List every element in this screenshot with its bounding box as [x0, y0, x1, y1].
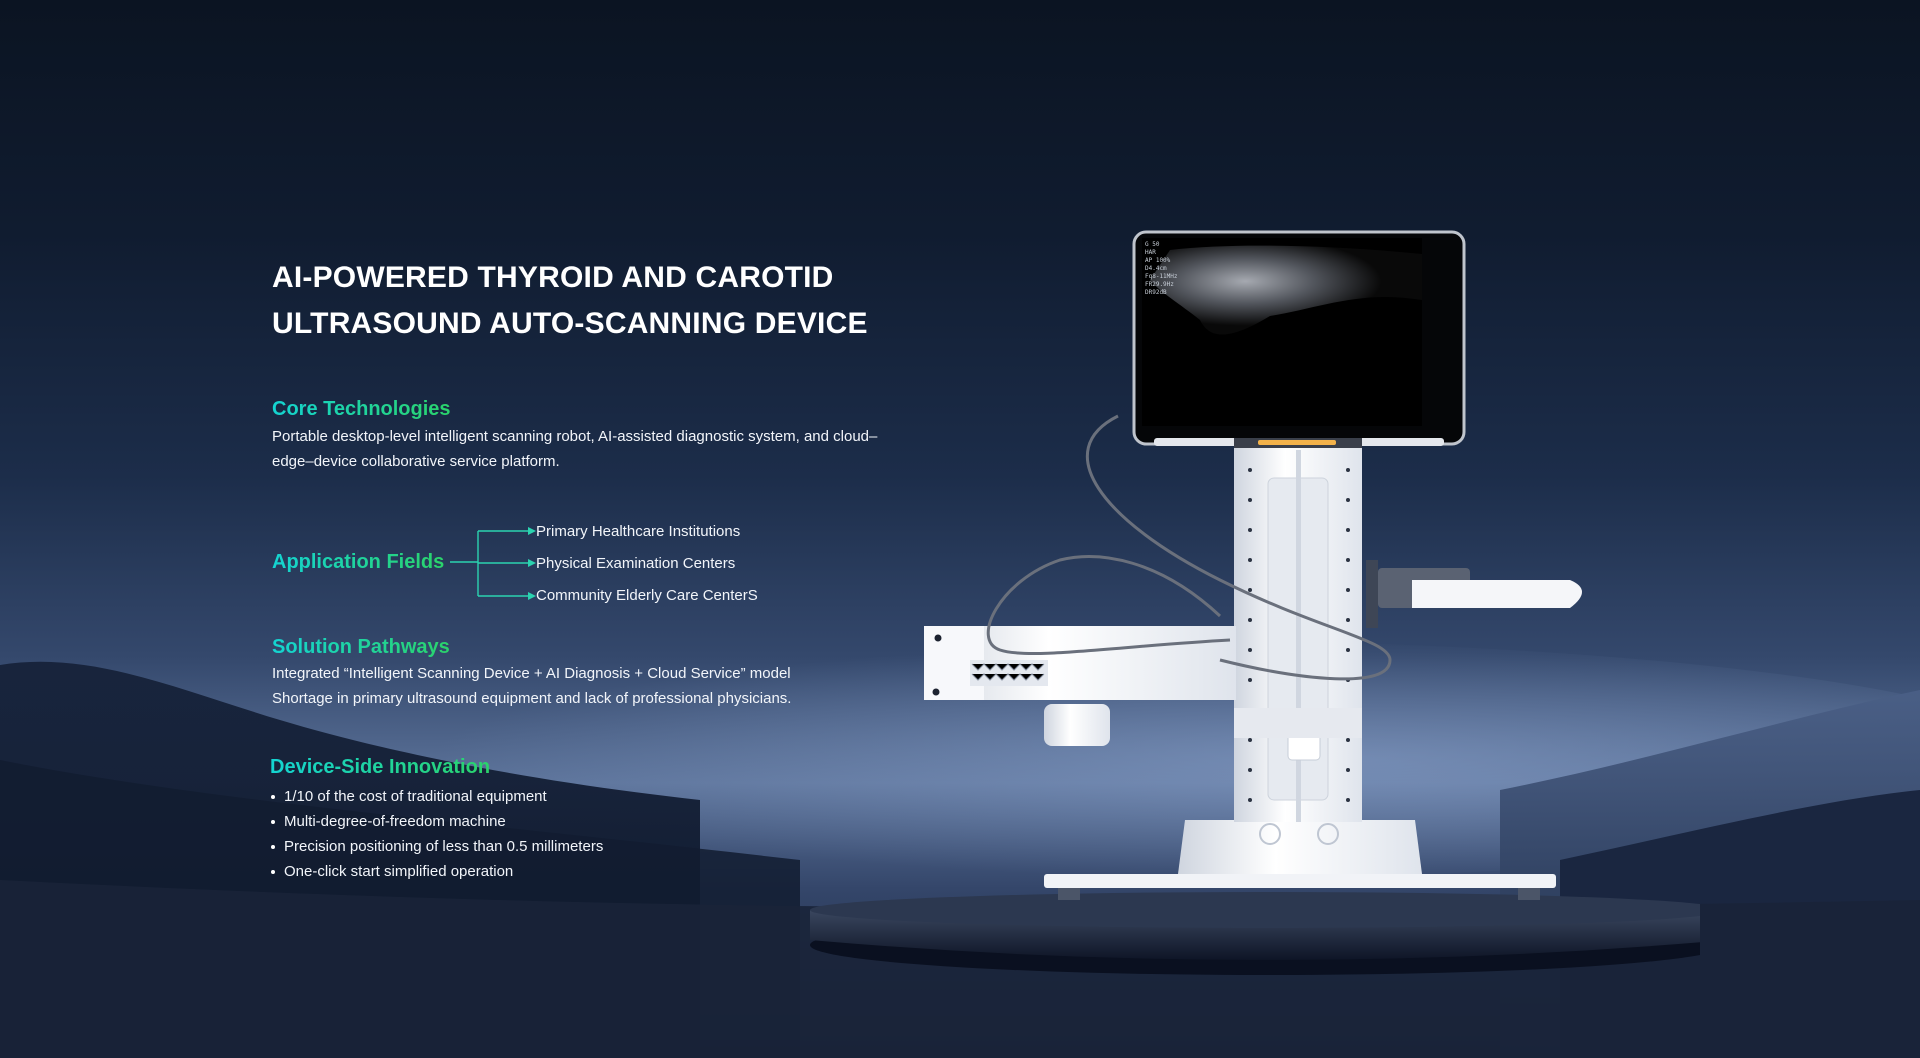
platform-top	[810, 892, 1700, 928]
carriage-block	[1234, 708, 1362, 738]
arm-motor-housing	[1044, 704, 1110, 746]
vent-grille	[970, 660, 1048, 686]
title-line-1: AI-POWERED THYROID AND CAROTID	[272, 261, 834, 294]
solution-line-1: Integrated “Intelligent Scanning Device + AI Diagnosis + Cloud Service” model	[272, 665, 791, 682]
svg-text:Fq8-11MHz: Fq8-11MHz	[1145, 273, 1178, 280]
bullet-item: Multi-degree-of-freedom machine	[270, 809, 910, 834]
solution-line-2: Shortage in primary ultrasound equipment and lack of professional physicians.	[272, 690, 792, 707]
application-fields-heading: Application Fields	[272, 551, 445, 573]
ultrasound-probe	[1412, 580, 1582, 608]
core-technologies-section	[272, 398, 892, 474]
ultrasound-robot-device-illustration	[800, 220, 1700, 980]
application-connector-arrows	[448, 520, 538, 610]
foot-right	[1518, 888, 1540, 900]
device-side-innovation-heading: Device-Side Innovation	[270, 756, 491, 778]
svg-text:G 50: G 50	[1145, 241, 1160, 248]
bullet-item: Precision positioning of less than 0.5 millimeters	[270, 834, 910, 859]
arm-screw-icon	[935, 635, 942, 642]
probe-mount	[1366, 560, 1378, 628]
core-technologies-text: Portable desktop-level intelligent scanning robot, AI-assisted diagnostic system, and cloud–edge–device collaborative service platform.	[272, 428, 878, 470]
svg-text:D4.4cm: D4.4cm	[1145, 265, 1167, 272]
svg-text:DR92dB: DR92dB	[1145, 289, 1167, 296]
base-pedestal	[1178, 820, 1422, 874]
svg-text:FR29.9Hz: FR29.9Hz	[1145, 281, 1174, 288]
title-line-2: ULTRASOUND AUTO-SCANNING DEVICE	[272, 307, 868, 340]
application-item-elderly-care: Community Elderly Care CenterS	[536, 587, 758, 604]
lead-screw	[1296, 450, 1301, 822]
arm-screw-icon	[933, 689, 940, 696]
application-item-physical-examination: Physical Examination Centers	[536, 555, 736, 572]
application-item-primary-healthcare: Primary Healthcare Institutions	[536, 523, 741, 540]
solution-pathways-heading: Solution Pathways	[272, 636, 450, 658]
bullet-item: One-click start simplified operation	[270, 859, 910, 884]
svg-text:HAR: HAR	[1145, 249, 1156, 256]
bullet-item: 1/10 of the cost of traditional equipment	[270, 784, 910, 809]
foot-left	[1058, 888, 1080, 900]
base-plate	[1044, 874, 1556, 888]
core-technologies-heading: Core Technologies	[272, 398, 451, 420]
holder-indicator-light	[1258, 440, 1336, 445]
svg-text:AP 100%: AP 100%	[1145, 257, 1171, 264]
